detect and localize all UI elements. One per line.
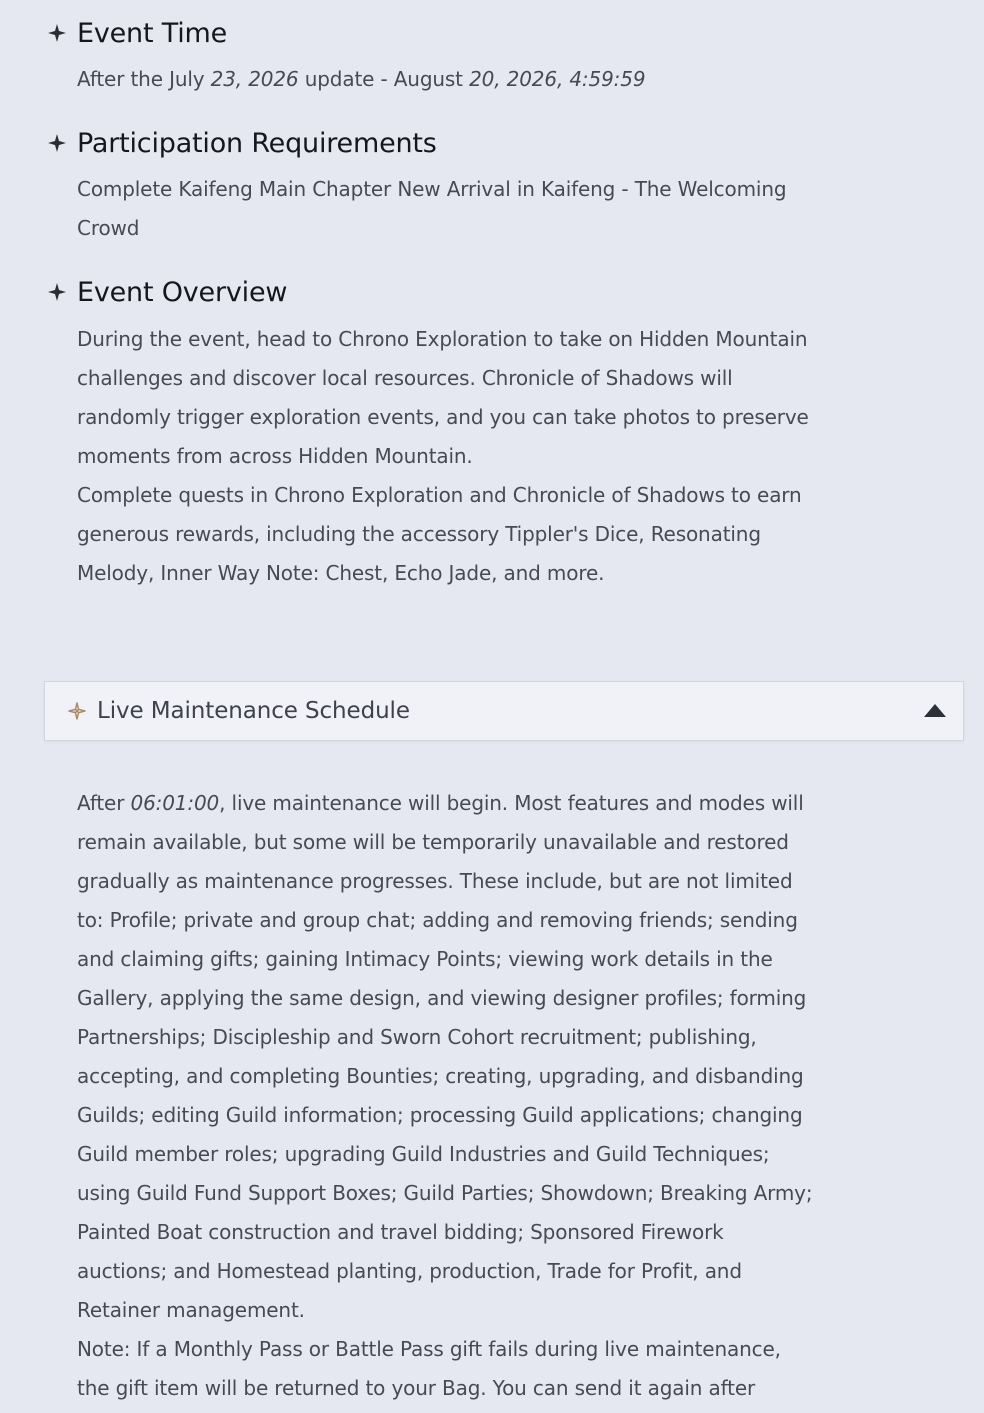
four-point-star-icon <box>46 281 68 303</box>
maintenance-accordion-header[interactable] <box>44 681 964 741</box>
chevron-up-icon[interactable] <box>924 704 946 717</box>
event-time-text <box>77 60 817 99</box>
overview-text <box>77 320 817 593</box>
maintenance-segment: After <box>77 791 131 815</box>
participation-text <box>77 170 817 248</box>
event-time-segment: 20, 2026, 4:59:59 <box>469 67 646 91</box>
maintenance-text <box>77 784 817 1408</box>
event-time-segment: After the July <box>77 67 211 91</box>
maintenance-accordion-title: Live Maintenance Schedule <box>97 698 410 724</box>
four-point-star-icon <box>46 22 68 44</box>
overview-paragraph-1: During the event, head to Chrono Exploration to take on Hidden Mountain challenges and discover local resources. Chronicle of Shadows will randomly trigger exploration events, and you can take photos to preserve moments from across Hidden Mountain. <box>77 327 809 468</box>
event-time-heading <box>46 13 227 53</box>
event-time-title: Event Time <box>77 17 228 49</box>
participation-paragraph: Complete Kaifeng Main Chapter New Arrival in Kaifeng - The Welcoming Crowd <box>77 177 787 240</box>
participation-heading <box>46 123 437 163</box>
overview-title: Event Overview <box>77 276 288 308</box>
overview-paragraph-2: Complete quests in Chrono Exploration and Chronicle of Shadows to earn generous rewards, including the accessory Tippler's Dice, Resonating Melody, Inner Way Note: Chest, Echo Jade, and more. <box>77 483 802 585</box>
participation-title: Participation Requirements <box>77 127 437 159</box>
overview-heading <box>46 272 287 312</box>
event-time-segment: 23, 2026 <box>210 67 299 91</box>
event-time-paragraph <box>77 60 817 99</box>
maintenance-paragraph <box>77 784 817 1330</box>
four-point-star-icon <box>67 701 87 721</box>
maintenance-segment: 06:01:00 <box>130 791 220 815</box>
four-point-star-icon <box>46 132 68 154</box>
maintenance-note: Note: If a Monthly Pass or Battle Pass gift fails during live maintenance, the gift item will be returned to your Bag. You can send it again after <box>77 1337 781 1400</box>
maintenance-segment: , live maintenance will begin. Most features and modes will remain available, but some will be temporarily unavailable and restored gradually as maintenance progresses. These include, but are not limited to: Profile; private and group chat; adding and removing friends; sending and claiming gifts; gaining Intimacy Points; viewing work details in the Gallery, applying the same design, and viewing designer profiles; forming Partnerships; Discipleship and Sworn Cohort recruitment; publishing, accepting, and completing Bounties; creating, upgrading, and disbanding Guilds; editing Guild information; processing Guild applications; changing Guild member roles; upgrading Guild Industries and Guild Techniques; using Guild Fund Support Boxes; Guild Parties; Showdown; Breaking Army; Painted Boat construction and travel bidding; Sponsored Firework auctions; and Homestead planting, production, Trade for Profit, and Retainer management. <box>77 791 813 1322</box>
event-time-segment: update - August <box>298 67 470 91</box>
